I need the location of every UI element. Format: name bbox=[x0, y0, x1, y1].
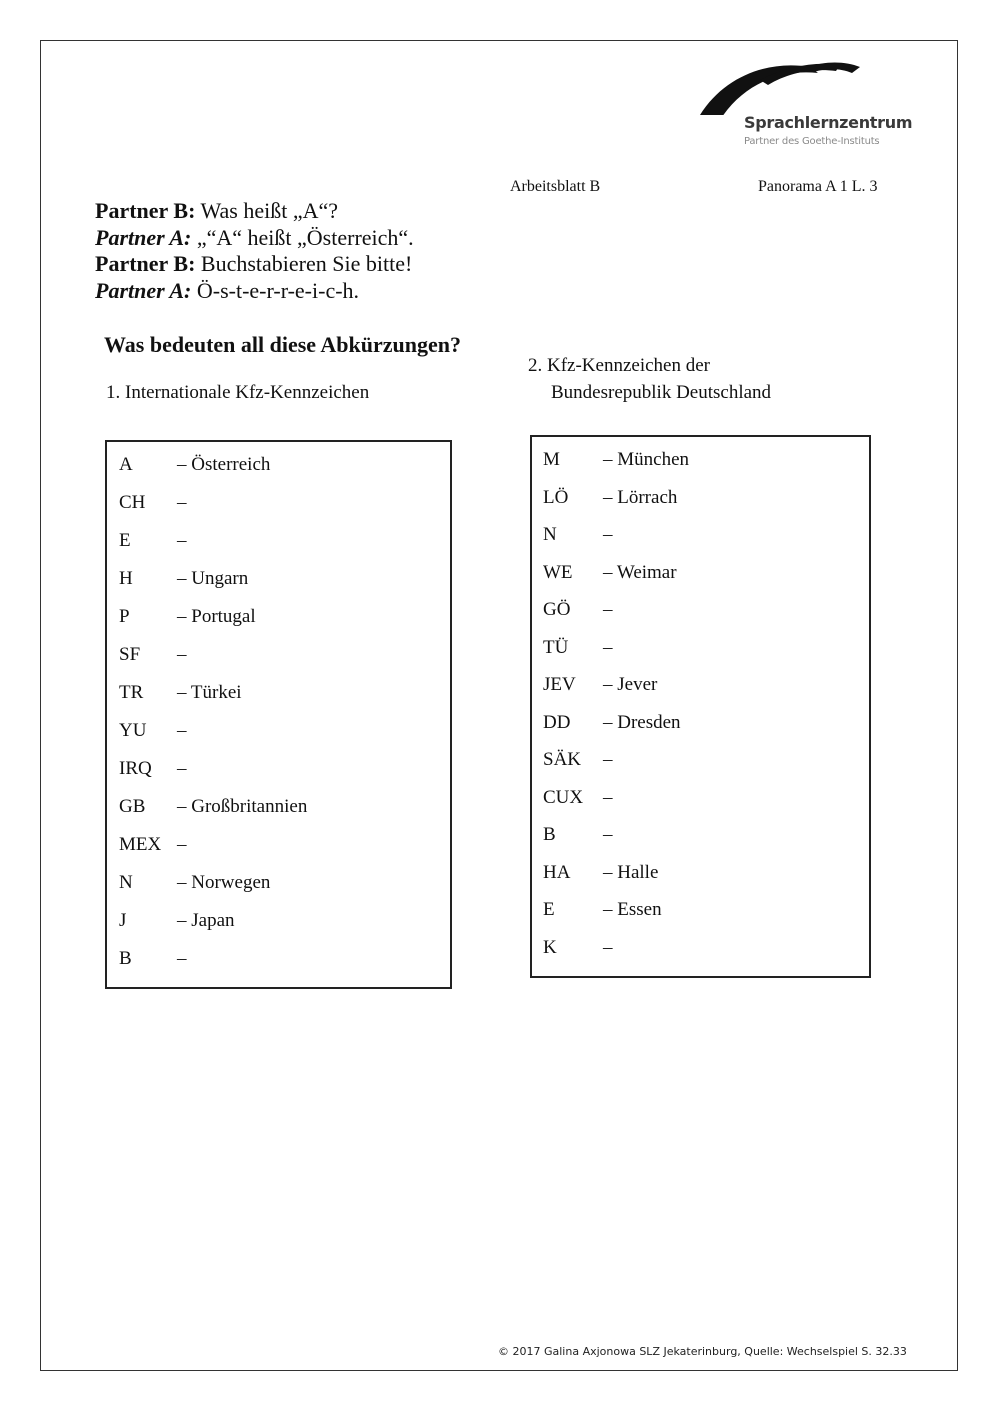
plate-code: CH bbox=[119, 492, 146, 513]
section2-title-line1: 2. Kfz-Kennzeichen der bbox=[528, 355, 710, 376]
plate-meaning: – Weimar bbox=[603, 561, 677, 583]
plate-code: GÖ bbox=[543, 599, 571, 620]
plate-code: DD bbox=[543, 711, 571, 733]
speaker: Partner B: bbox=[95, 251, 196, 276]
plate-code: J bbox=[119, 910, 127, 931]
plate-code: MEX bbox=[119, 834, 162, 855]
plate-code: JEV bbox=[543, 674, 576, 695]
plate-meaning: – bbox=[603, 599, 613, 620]
section2-title bbox=[528, 352, 771, 406]
dialog-line bbox=[95, 278, 414, 305]
plate-code: CUX bbox=[543, 786, 584, 808]
plate-meaning: – Ungarn bbox=[177, 568, 249, 589]
dialog-text: „“A“ heißt „Österreich“. bbox=[191, 224, 414, 250]
logo-name: Sprachlernzentrum bbox=[744, 113, 913, 132]
dialog-text: Was heißt „A“? bbox=[195, 198, 339, 223]
plate-code: SF bbox=[119, 644, 141, 665]
plate-code: GB bbox=[119, 796, 146, 817]
dialog-text: Ö-s-t-e-r-r-e-i-c-h. bbox=[191, 277, 360, 303]
dialog-text: Buchstabieren Sie bitte! bbox=[195, 251, 413, 276]
plate-meaning: – Türkei bbox=[177, 682, 242, 703]
footer-copyright: © 2017 Galina Axjonowa SLZ Jekaterinburg, Quelle: Wechselspiel S. 32.33 bbox=[498, 1345, 907, 1358]
plate-code: WE bbox=[543, 561, 573, 583]
plate-code: H bbox=[119, 568, 133, 589]
plate-code: N bbox=[543, 524, 557, 545]
section1-title: 1. Internationale Kfz-Kennzeichen bbox=[106, 382, 370, 403]
plate-code: TR bbox=[119, 682, 144, 703]
sheet-label: Arbeitsblatt B bbox=[510, 178, 601, 195]
german-codes-table bbox=[530, 435, 871, 978]
plate-meaning: – Portugal bbox=[177, 606, 256, 627]
dialog-line bbox=[95, 198, 414, 225]
plate-meaning: – bbox=[177, 758, 187, 779]
plate-meaning: – Japan bbox=[177, 910, 235, 931]
plate-code: HA bbox=[543, 861, 571, 883]
plate-meaning: – bbox=[177, 948, 187, 969]
plate-code: P bbox=[119, 606, 130, 627]
plate-code: E bbox=[543, 899, 555, 920]
section2-title-line2: Bundesrepublik Deutschland bbox=[551, 382, 772, 403]
plate-meaning: – bbox=[177, 834, 187, 855]
plate-meaning: – Österreich bbox=[177, 454, 271, 475]
plate-code: TÜ bbox=[543, 636, 569, 658]
speaker: Partner A: bbox=[95, 224, 192, 250]
plate-meaning: – bbox=[177, 720, 187, 741]
plate-code: K bbox=[543, 936, 557, 958]
plate-code: IRQ bbox=[119, 758, 152, 779]
plate-meaning: – bbox=[603, 824, 613, 845]
plate-meaning: – Essen bbox=[603, 899, 662, 920]
plate-meaning: – Lörrach bbox=[603, 486, 678, 508]
plate-meaning: – Halle bbox=[603, 861, 659, 883]
plate-code: E bbox=[119, 530, 131, 551]
plate-meaning: – Jever bbox=[603, 674, 658, 695]
logo-subtitle: Partner des Goethe-Instituts bbox=[744, 136, 880, 147]
question-heading: Was bedeuten all diese Abkürzungen? bbox=[104, 332, 461, 357]
plate-code: M bbox=[543, 449, 560, 470]
plate-code: SÄK bbox=[543, 749, 582, 770]
plate-meaning: – Großbritannien bbox=[177, 796, 308, 817]
plate-meaning: – München bbox=[603, 449, 690, 470]
plate-meaning: – bbox=[177, 530, 187, 551]
plate-meaning: – bbox=[603, 786, 613, 808]
sprachlernzentrum-logo bbox=[690, 55, 913, 155]
plate-meaning: – bbox=[603, 936, 613, 958]
plate-meaning: – Dresden bbox=[603, 711, 681, 733]
plate-code: LÖ bbox=[543, 486, 569, 508]
plate-meaning: – bbox=[603, 524, 613, 545]
plate-meaning: – bbox=[603, 636, 613, 658]
dialog-line bbox=[95, 251, 414, 278]
plate-meaning: – bbox=[177, 492, 187, 513]
speaker: Partner A: bbox=[95, 277, 192, 303]
plate-code: B bbox=[119, 948, 132, 969]
logo-arc-icon bbox=[690, 55, 910, 115]
plate-code: B bbox=[543, 824, 556, 845]
speaker: Partner B: bbox=[95, 198, 196, 223]
plate-code: YU bbox=[119, 720, 147, 741]
plate-code: A bbox=[119, 454, 133, 475]
plate-meaning: – bbox=[177, 644, 187, 665]
plate-code: N bbox=[119, 872, 133, 893]
course-label: Panorama A 1 L. 3 bbox=[758, 178, 878, 195]
plate-meaning: – bbox=[603, 749, 613, 770]
plate-meaning: – Norwegen bbox=[177, 872, 271, 893]
dialog bbox=[95, 198, 414, 304]
dialog-line bbox=[95, 225, 414, 252]
international-codes-table bbox=[105, 440, 452, 989]
